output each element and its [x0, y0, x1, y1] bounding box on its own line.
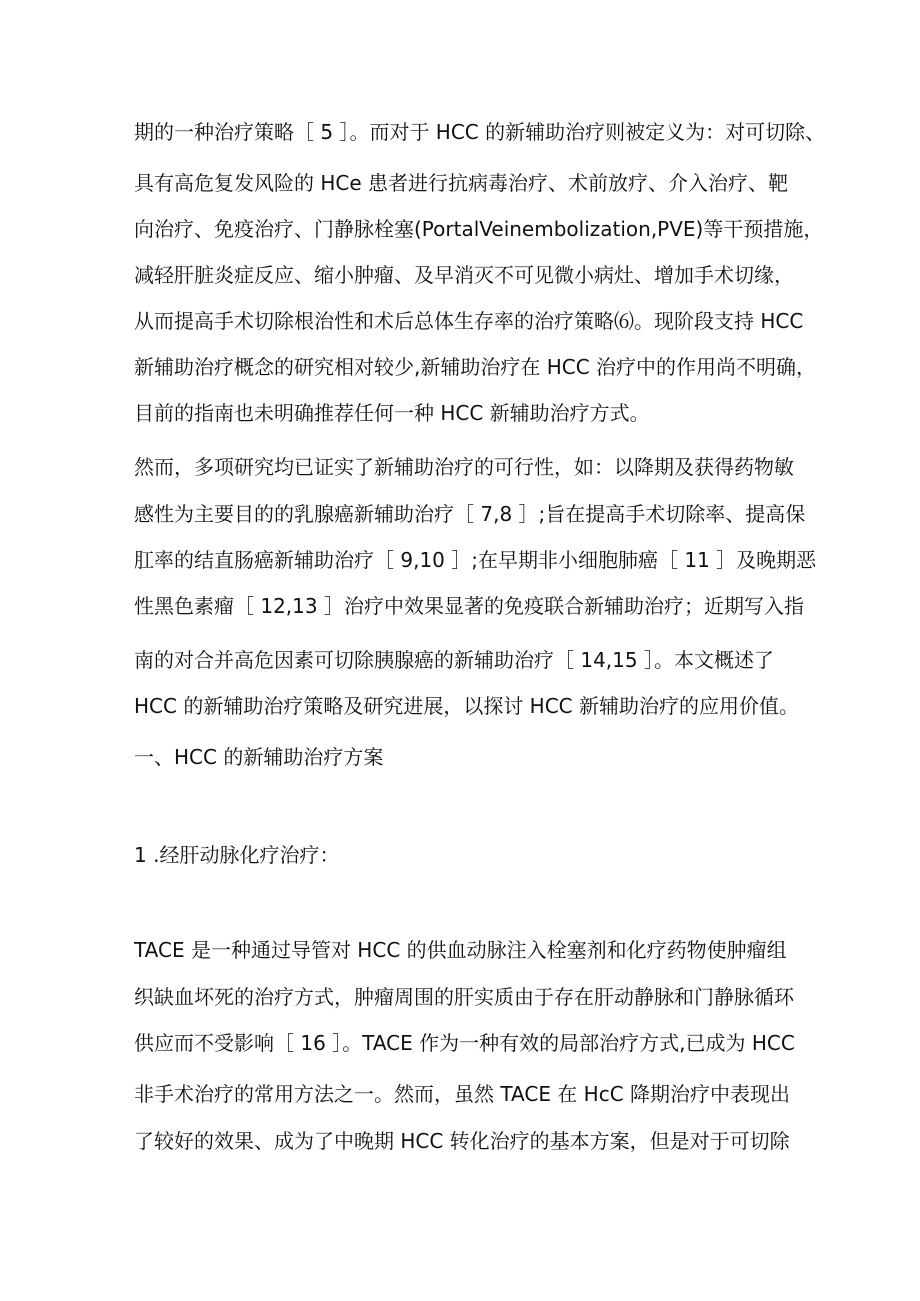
text-line: 非手术治疗的常用方法之一。然而，虽然 TACE 在 HcC 降期治疗中表现出 — [134, 1082, 791, 1106]
text-line: 目前的指南也未明确推荐任何一种 HCC 新辅助治疗方式。 — [134, 401, 650, 425]
section-heading: 一、HCC 的新辅助治疗方案 — [134, 745, 384, 769]
text-line: 了较好的效果、成为了中晚期 HCC 转化治疗的基本方案，但是对于可切除 — [134, 1129, 790, 1153]
text-line: 从而提高手术切除根治性和术后总体生存率的治疗策略⑹。现阶段支持 HCC — [134, 309, 804, 333]
text-line: 期的一种治疗策略［ 5 ］。而对于 HCC 的新辅助治疗则被定义为：对可切除、 — [134, 120, 826, 144]
text-line: TACE 是一种通过导管对 HCC 的供血动脉注入栓塞剂和化疗药物使肿瘤组 — [134, 938, 787, 962]
subsection-heading: 1 .经肝动脉化疗治疗： — [134, 843, 340, 867]
text-line: 性黑色素瘤［ 12,13 ］治疗中效果显著的免疫联合新辅助治疗；近期写入指 — [134, 594, 804, 618]
text-line: 减轻肝脏炎症反应、缩小肿瘤、及早消灭不可见微小病灶、增加手术切缘， — [134, 263, 794, 287]
text-line: 具有高危复发风险的 HCe 患者进行抗病毒治疗、术前放疗、介入治疗、靶 — [134, 171, 789, 195]
text-line: 新辅助治疗概念的研究相对较少,新辅助治疗在 HCC 治疗中的作用尚不明确， — [134, 355, 817, 379]
text-line: 然而，多项研究均已证实了新辅助治疗的可行性，如：以降期及获得药物敏 — [134, 455, 794, 479]
text-line: 南的对合并高危因素可切除胰腺癌的新辅助治疗［ 14,15 ］。本文概述了 — [134, 648, 774, 672]
text-line: 向治疗、免疫治疗、门静脉栓塞(PortalVeinembolization,PVE)等干预措施， — [134, 217, 824, 241]
text-line: 肛率的结直肠癌新辅助治疗［ 9,10 ］;在早期非小细胞肺癌［ 11 ］及晚期恶 — [134, 548, 817, 572]
text-line: 织缺血坏死的治疗方式，肿瘤周围的肝实质由于存在肝动静脉和门静脉循环 — [134, 985, 794, 1009]
text-line: 供应而不受影响［ 16 ］。TACE 作为一种有效的局部治疗方式,已成为 HCC — [134, 1031, 795, 1055]
text-line: 感性为主要目的的乳腺癌新辅助治疗［ 7,8 ］;旨在提高手术切除率、提高保 — [134, 502, 806, 526]
text-line: HCC 的新辅助治疗策略及研究进展，以探讨 HCC 新辅助治疗的应用价值。 — [134, 694, 800, 718]
